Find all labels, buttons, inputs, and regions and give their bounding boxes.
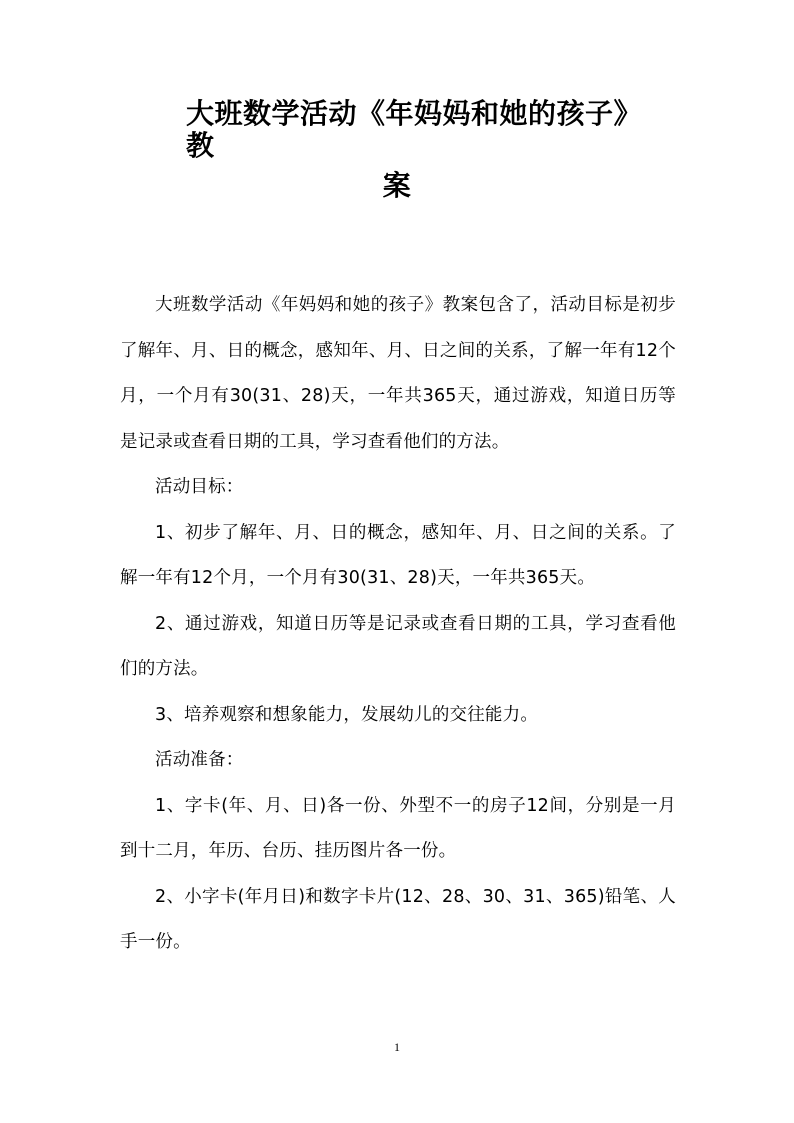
goal-item-2: 2、通过游戏，知道日历等是记录或查看日期的工具，学习查看他们的方法。 xyxy=(120,613,676,679)
goal-item-3: 3、培养观察和想象能力，发展幼儿的交往能力。 xyxy=(155,704,539,725)
document-title-line-1: 大班数学活动《年妈妈和她的孩子》教 xyxy=(186,97,643,162)
preparation-item-1: 1、字卡(年、月、日)各一份、外型不一的房子12间，分别是一月到十二月，年历、台历、挂历图片各一份。 xyxy=(120,795,676,861)
page-number: 1 xyxy=(394,1040,400,1054)
document-body xyxy=(120,283,676,966)
section-heading-goals: 活动目标： xyxy=(155,477,244,497)
intro-paragraph: 大班数学活动《年妈妈和她的孩子》教案包含了，活动目标是初步了解年、月、日的概念，感知年、月、日之间的关系，了解一年有12个月，一个月有30(31、28)天，一年共365天，通过游戏，知道日历等是记录或查看日期的工具，学习查看他们的方法。 xyxy=(120,295,676,452)
section-heading-preparation: 活动准备： xyxy=(155,750,244,770)
goal-item-1: 1、初步了解年、月、日的概念，感知年、月、日之间的关系。了解一年有12个月，一个月有30(31、28)天，一年共365天。 xyxy=(120,522,676,588)
document-title-line-2: 案 xyxy=(382,169,412,202)
preparation-item-2: 2、小字卡(年月日)和数字卡片(12、28、30、31、365)铅笔、人手一份。 xyxy=(120,886,676,952)
